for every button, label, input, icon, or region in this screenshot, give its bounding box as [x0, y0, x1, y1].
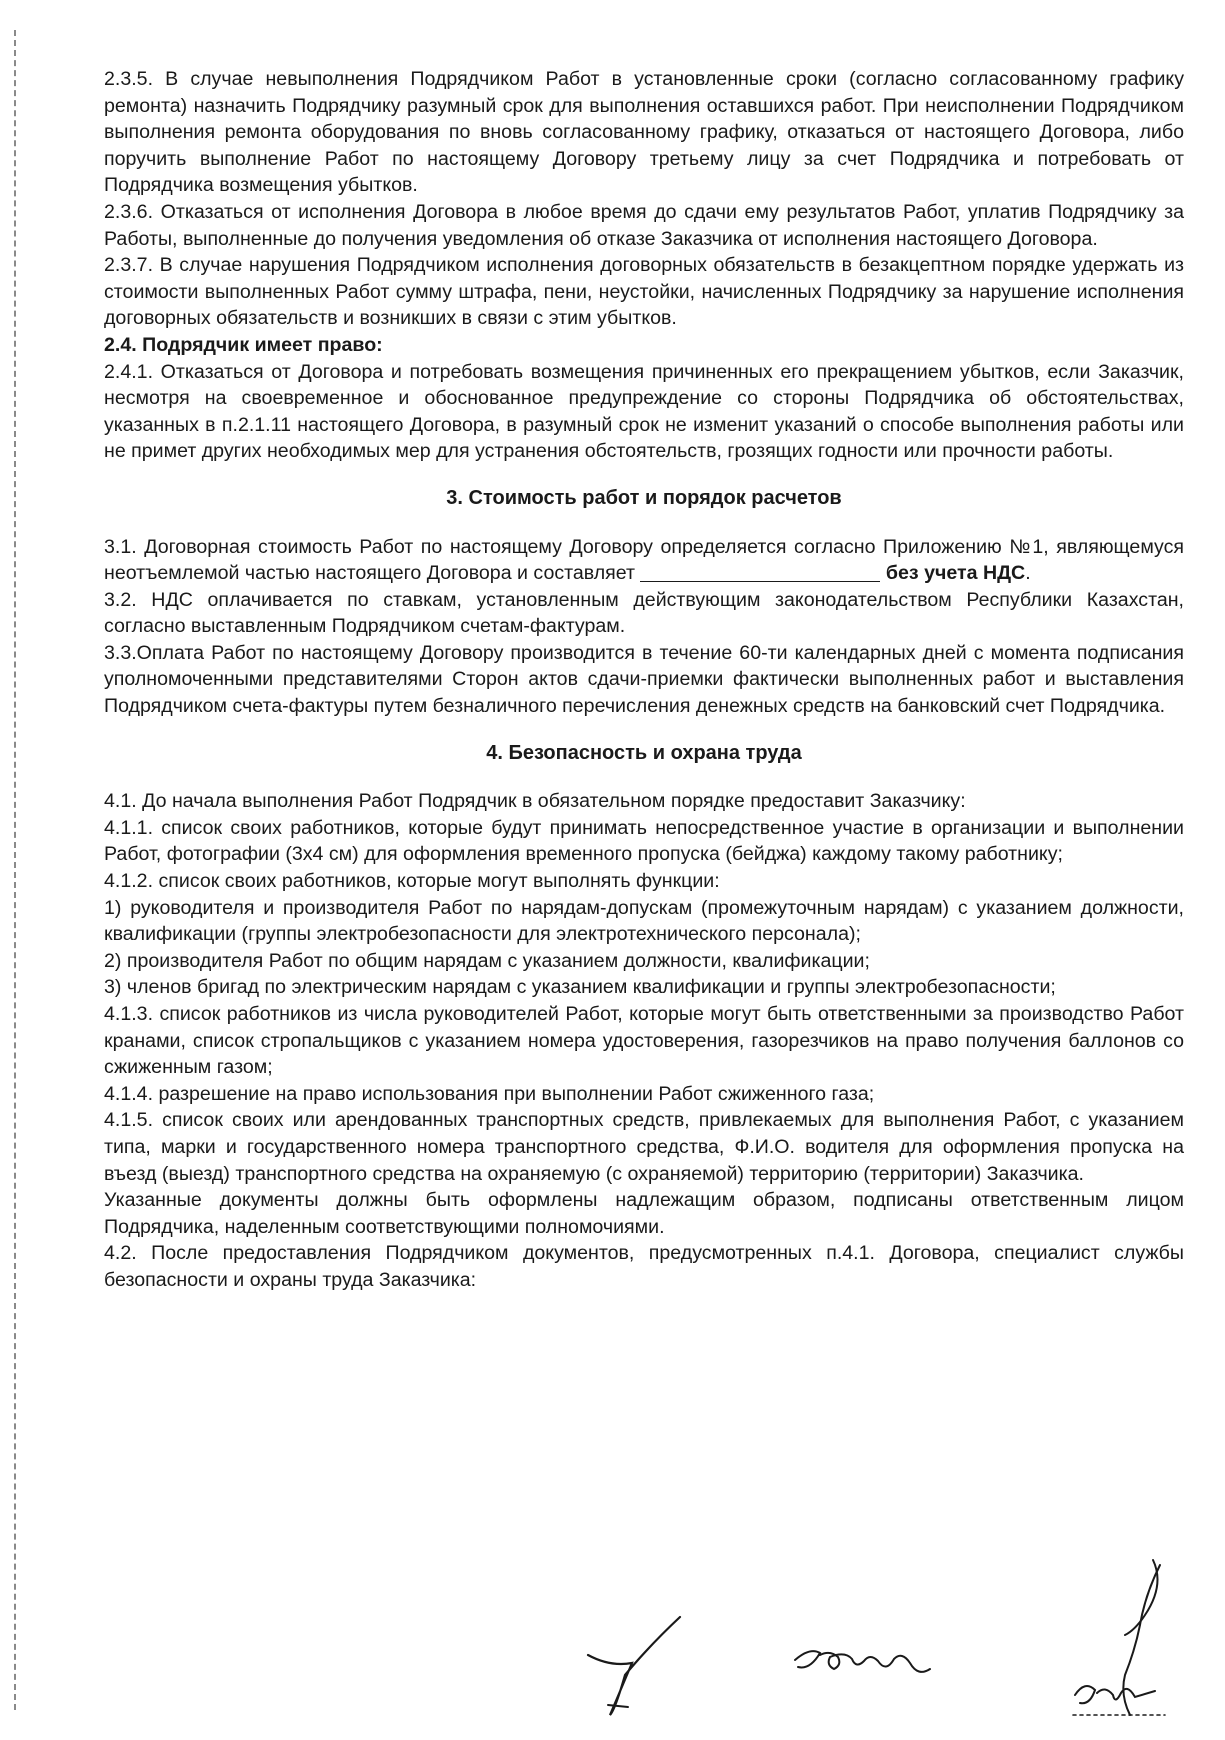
paragraph-4-1-3: 4.1.3. список работников из числа руководителей Работ, которые могут быть ответственными за производство Работ кранами, список стропальщиков с указанием номера удостоверения, газорезчиков на право получения баллонов со сжиженным газом;	[104, 1003, 1184, 1079]
signature-3	[1065, 1555, 1175, 1735]
list-item-2: 2) производителя Работ по общим нарядам с указанием должности, квалификации;	[104, 949, 870, 972]
section-4-title: 4. Безопасность и охрана труда	[486, 741, 802, 764]
paragraph-4-1-4: 4.1.4. разрешение на право использования при выполнении Работ сжиженного газа;	[104, 1082, 875, 1105]
paragraph-3-2: 3.2. НДС оплачивается по ставкам, установленным действующим законодательством Республики Казахстан, согласно выставленным Подрядчиком счетам-фактурам.	[104, 588, 1184, 638]
list-item-1: 1) руководителя и производителя Работ по нарядам-допускам (промежуточным нарядам) с указанием должности, квалификации (группы электробезопасности для электротехнического персонала);	[104, 896, 1184, 946]
documents-note: Указанные документы должны быть оформлены надлежащим образом, подписаны ответственным лицом Подрядчика, наделенным соответствующими полномочиями.	[104, 1189, 1184, 1238]
section-3-title: 3. Стоимость работ и порядок расчетов	[446, 486, 842, 509]
heading-2-4: 2.4. Подрядчик имеет право:	[104, 333, 383, 356]
paragraph-2-3-5: 2.3.5. В случае невыполнения Подрядчиком Работ в установленные сроки (согласно согласованному графику ремонта) назначить Подрядчику разумный срок для выполнения оставшихся работ. При неисполнении Подрядчиком выполнения ремонта оборудования по вновь согласованному графику, отказаться от настоящего Договора, либо поручить выполнение Работ по настоящему Договору третьему лицу за счет Подрядчика и потребовать от Подрядчика возмещения убытков.	[104, 68, 1184, 197]
page-edge-divider	[14, 30, 16, 1710]
paragraph-3-1-text: 3.1. Договорная стоимость Работ по настоящему Договору определяется согласно Приложению №1, являющемуся неотъемлемой частью настоящего Договора и составляет	[104, 535, 1184, 585]
signature-1	[580, 1615, 690, 1725]
paragraph-4-1: 4.1. До начала выполнения Работ Подрядчик в обязательном порядке предоставит Заказчику:	[104, 790, 966, 813]
paragraph-4-1-1: 4.1.1. список своих работников, которые будут принимать непосредственное участие в организации и выполнении Работ, фотографии (3x4 см) для оформления временного пропуска (бейджа) каждому такому работнику;	[104, 816, 1184, 866]
paragraph-3-3: 3.3.Оплата Работ по настоящему Договору производится в течение 60-ти календарных дней с момента подписания уполномоченными представителями Сторон актов сдачи-приемки фактически выполненных работ и выставления Подрядчиком счета-фактуры путем безналичного перечисления денежных средств на банковский счет Подрядчика.	[104, 641, 1184, 718]
paragraph-2-3-7: 2.3.7. В случае нарушения Подрядчиком исполнения договорных обязательств в безакцептном порядке удержать из стоимости выполненных Работ сумму штрафа, пени, неустойки, начисленных Подрядчику за нарушение исполнения договорных обязательств и возникших в связи с этим убытков.	[104, 254, 1184, 330]
paragraph-2-4-1: 2.4.1. Отказаться от Договора и потребовать возмещения причиненных его прекращением убытков, если Заказчик, несмотря на своевременное и обоснованное предупреждение со стороны Подрядчика об обстоятельствах, указанных в п.2.1.11 настоящего Договора, в разумный срок не изменит указаний о способе выполнения работы или не примет других необходимых мер для устранения обстоятельств, грозящих годности или прочности работы.	[104, 360, 1184, 463]
paragraph-3-1	[104, 534, 1184, 587]
amount-blank-line	[640, 563, 880, 582]
signature-2	[790, 1625, 950, 1705]
paragraph-4-2: 4.2. После предоставления Подрядчиком документов, предусмотренных п.4.1. Договора, специалист службы безопасности и охраны труда Заказчика:	[104, 1242, 1184, 1291]
document-body	[104, 66, 1184, 1294]
list-item-3: 3) членов бригад по электрическим нарядам с указанием квалификации и группы электробезопасности;	[104, 976, 1056, 999]
paragraph-3-1-vat-note: без учета НДС	[885, 562, 1026, 585]
paragraph-4-1-5: 4.1.5. список своих или арендованных транспортных средств, привлекаемых для выполнения Работ, с указанием типа, марки и государственного номера транспортного средства, Ф.И.О. водителя для оформления пропуска на въезд (выезд) транспортного средства на охраняемую (с охраняемой) территорию (территории) Заказчика.	[104, 1109, 1184, 1185]
paragraph-2-3-6: 2.3.6. Отказаться от исполнения Договора в любое время до сдачи ему результатов Работ, уплатив Подрядчику за Работы, выполненные до получения уведомления об отказе Заказчика от исполнения настоящего Договора.	[104, 200, 1184, 250]
paragraph-3-1-period: .	[1025, 562, 1031, 585]
paragraph-4-1-2: 4.1.2. список своих работников, которые могут выполнять функции:	[104, 870, 720, 893]
